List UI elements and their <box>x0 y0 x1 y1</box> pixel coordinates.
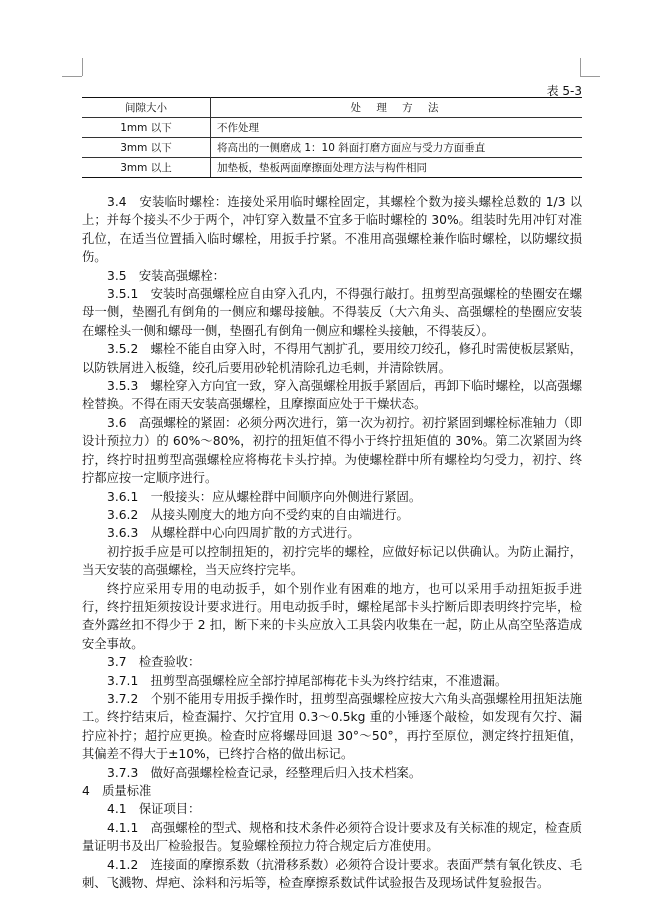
table-cell: 1mm 以下 <box>82 118 211 138</box>
paragraph: 4.1.2 连接面的摩擦系数（抗滑移系数）必须符合设计要求。表面严禁有氧化铁皮、毛刺、飞溅物、焊疤、涂料和污垢等，检查摩擦系数试件试验报告及现场试件复验报告。 <box>82 857 582 891</box>
paragraph: 4.1.1 高强螺栓的型式、规格和技术条件必须符合设计要求及有关标准的规定，检查质量证明书及出厂检验报告。复验螺栓预拉力符合规定后方准使用。 <box>82 820 582 854</box>
table-cell: 加垫板，垫板两面摩擦面处理方法与构件相同 <box>211 158 583 178</box>
gap-treatment-table <box>82 97 582 178</box>
table-row <box>82 118 582 138</box>
paragraph: 终拧应采用专用的电动扳手，如个别作业有困难的地方，也可以采用手动扭矩扳手进行，终拧扭矩须按设计要求进行。用电动扳手时，螺栓尾部卡头拧断后即表明终拧完毕，检查外露丝扣不得少于 2 扣，断下来的卡头应放入工具袋内收集在一起，防止从高空坠落造成安全事故。 <box>82 581 582 651</box>
paragraph: 初拧扳手应是可以控制扭矩的，初拧完毕的螺栓，应做好标记以供确认。为防止漏拧，当天安装的高强螺栓，当天应终拧完毕。 <box>82 544 582 578</box>
body-text <box>82 193 582 892</box>
crop-mark-top-right <box>580 58 581 76</box>
paragraph: 3.7.1 扭剪型高强螺栓应全部拧掉尾部梅花卡头为终拧结束，不准遗漏。 <box>107 673 508 688</box>
paragraph: 3.7.3 做好高强螺栓检查记录，经整理后归入技术档案。 <box>107 765 422 780</box>
table-header-cell: 间隙大小 <box>82 98 211 118</box>
crop-mark-top-left <box>62 76 82 77</box>
section-heading: 3.5 安装高强螺栓： <box>107 268 225 283</box>
section-heading: 3.7 检查验收： <box>107 655 201 670</box>
crop-mark-top-left <box>82 58 83 76</box>
table-header-row <box>82 98 582 118</box>
paragraph: 3.7.2 个别不能用专用扳手操作时，扭剪型高强螺栓应按大六角头高强螺栓用扭矩法施工。终拧结束后，检查漏拧、欠拧宜用 0.3～0.5kg 重的小锤逐个敲检，如发现有欠拧、漏拧应补拧；超拧应更换。检查时应将螺母回退 30°～50°，再拧至原位，测定终拧扭矩值，其偏差不得大于±10%，已终拧合格的做出标记。 <box>82 691 582 762</box>
table-header-cell: 处 理 方 法 <box>211 98 583 118</box>
chapter-heading: 4 质量标准 <box>82 784 152 798</box>
paragraph: 3.6 高强螺栓的紧固：必须分两次进行，第一次为初拧。初拧紧固到螺栓标准轴力（即设计预拉力）的 60%～80%，初拧的扭矩值不得小于终拧扭矩值的 30%。第二次紧固为终拧，终拧时扭剪型高强螺栓应将梅花卡头拧掉。为使螺栓群中所有螺栓均匀受力，初拧、终拧都应按一定顺序进行。 <box>82 415 582 486</box>
table-number: 表 5-3 <box>546 84 582 98</box>
paragraph: 3.6.3 从螺栓群中心向四周扩散的方式进行。 <box>107 526 360 541</box>
table-cell: 3mm 以上 <box>82 158 211 178</box>
table-row <box>82 138 582 158</box>
paragraph: 3.4 安装临时螺栓：连接处采用临时螺栓固定，其螺栓个数为接头螺栓总数的 1/3 以上；并每个接头不少于两个，冲钉穿入数量不宜多于临时螺栓的 30%。组装时先用冲钉对准孔位，在适当位置插入临时螺栓，用扳手拧紧。不准用高强螺栓兼作临时螺栓，以防螺纹损伤。 <box>82 195 582 265</box>
crop-mark-top-right <box>580 76 600 77</box>
table-cell: 3mm 以下 <box>82 138 211 158</box>
paragraph: 3.6.1 一般接头：应从螺栓群中间顺序向外侧进行紧固。 <box>107 489 422 504</box>
paragraph: 3.5.1 安装时高强螺栓应自由穿入孔内，不得强行敲打。扭剪型高强螺栓的垫圈安在螺母一侧，垫圈孔有倒角的一侧应和螺母接触。不得装反（大六角头、高强螺栓的垫圈应安装在螺栓头一侧和螺母一侧，垫圈孔有倒角一侧应和螺栓头接触，不得装反）。 <box>82 287 582 338</box>
table-cell: 将高出的一侧磨成 1：10 斜面打磨方面应与受力方面垂直 <box>211 138 583 158</box>
table-cell: 不作处理 <box>211 118 583 138</box>
paragraph: 3.5.3 螺栓穿入方向宜一致，穿入高强螺栓用扳手紧固后，再卸下临时螺栓，以高强螺栓替换。不得在雨天安装高强螺栓，且摩擦面应处于干燥状态。 <box>82 379 582 412</box>
section-heading: 4.1 保证项目： <box>107 802 201 817</box>
paragraph: 3.5.2 螺栓不能自由穿入时，不得用气割扩孔，要用绞刀绞孔，修孔时需使板层紧贴，以防铁屑进入板缝，绞孔后要用砂轮机清除孔边毛刺，并清除铁屑。 <box>82 342 582 375</box>
table-row <box>82 158 582 178</box>
paragraph: 3.6.2 从接头刚度大的地方向不受约束的自由端进行。 <box>107 507 409 522</box>
